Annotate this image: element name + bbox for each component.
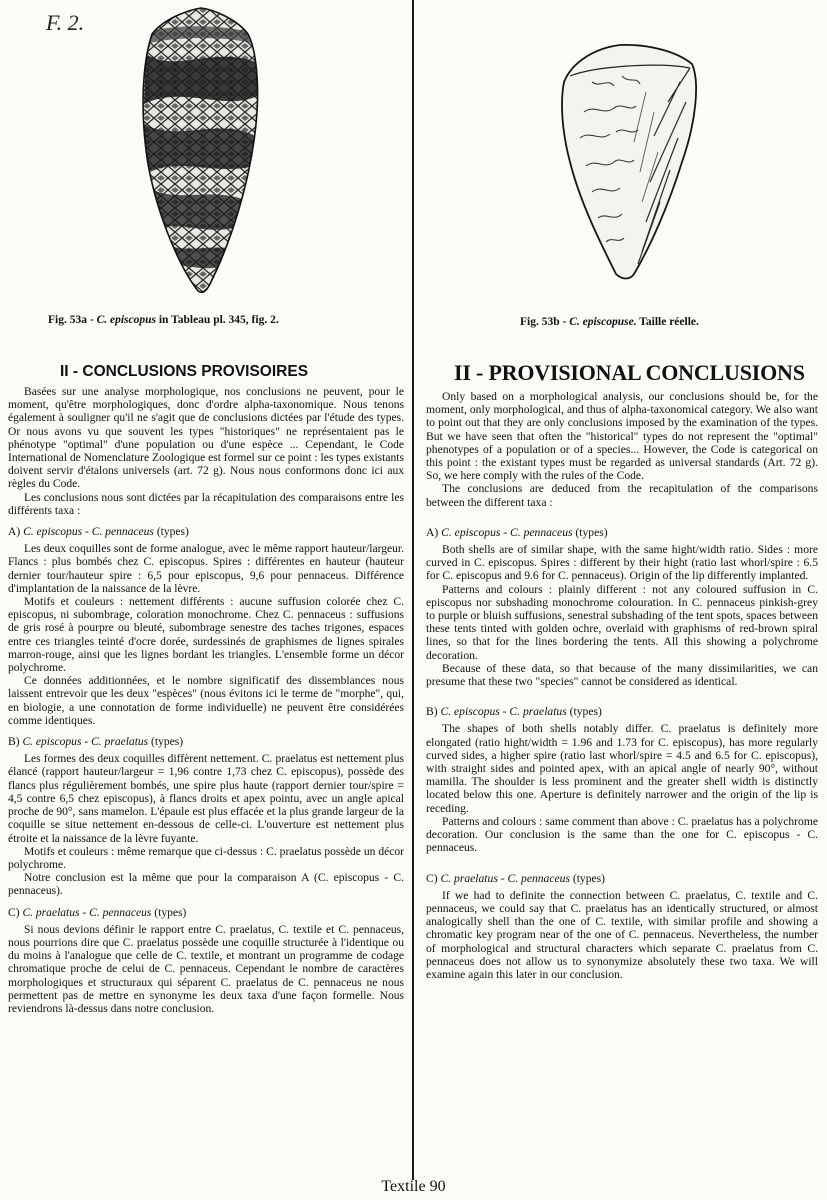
right-column <box>426 0 818 1180</box>
subsection-heading: C) C. praelatus - C. pennaceus (types) <box>8 906 187 919</box>
subsection-heading: C) C. praelatus - C. pennaceus (types) <box>426 871 606 885</box>
section-title-en: II - PROVISIONAL CONCLUSIONS <box>454 360 805 385</box>
body-paragraph: Les deux coquilles sont de forme analogue, avec le même rapport hauteur/largeur. Flancs : plus bombés chez C. episcopus. Spires : différentes en hauteur (hauteur dernier tour/hauteur spire : 6,5 pour episcopus, 9,6 pour pennaceus. Différence d'implantation de la naissance de la lèvre. <box>8 543 404 595</box>
body-paragraph: Patterns and colours : plainly different : not any coloured suffusion in C. episcopus nor subshading monochrome colouration. In C. pennaceus pinkish-grey to purple or bluish suffusions, senestral subshading of the tent spots, spaces between these tents tinted with golden ochre, overlaid with graphisms of red-brown spiral lines, so that for the lines bordering the tents. All this showing a polychrome decoration. <box>426 582 818 662</box>
subsection-heading: B) C. episcopus - C. praelatus (types) <box>8 736 184 749</box>
left-column <box>8 0 404 1180</box>
intro-paragraph: Only based on a morphological analysis, our conclusions should be, for the moment, only morphological, and thus of alpha-taxonomical category. We also want to point out that they are only conclusions imposed by the examination of the types. But we have seen that often the "historical" types do not represent the "optimal" phenotypes of a population or of a species... However, the Code is categorical on this point : the existant types must be regarded as universal standards (Art. 72 g). So, we here comply with the rules of the Code. <box>426 390 818 483</box>
figure-53a-caption <box>48 314 279 326</box>
figure-53b-sketch <box>550 42 710 282</box>
figure-53a-shell <box>126 4 276 294</box>
subsection-heading: A) C. episcopus - C. pennaceus (types) <box>426 525 608 539</box>
intro-paragraph: Les conclusions nous sont dictées par la récapitulation des comparaisons entre les différents taxa : <box>8 491 404 517</box>
caption-prefix: Fig. 53a - <box>48 314 97 326</box>
body-text-fr <box>8 386 404 1016</box>
intro-paragraph: Basées sur une analyse morphologique, nos conclusions ne peuvent, pour le moment, qu'être morphologiques, donc d'ordre alpha-taxonomique. Nous tenons également à souligner qu'il ne s'agit que de conclusions dictées par l'étude des types. Or nous avons vu que souvent les types "historiques" ne représentaient pas le phénotype "optimal" d'une population ou d'une espèce ... Cependant, le Code International de Nomenclature Zoologique est formel sur ce point : les types existants doivent servir d'étalons universels (art. 72 g). Nous nous conformons donc ici aux règles du Code. <box>8 386 404 491</box>
figure-handnote: F. 2. <box>46 10 85 35</box>
caption-suffix: in Tableau pl. 345, fig. 2. <box>155 314 279 326</box>
subsection-heading: B) C. episcopus - C. praelatus (types) <box>426 705 602 719</box>
body-paragraph: Notre conclusion est la même que pour la comparaison A (C. episcopus - C. pennaceus). <box>8 872 404 898</box>
caption-prefix: Fig. 53b - <box>520 316 570 328</box>
body-paragraph: Si nous devions définir le rapport entre C. praelatus, C. textile et C. pennaceus, nous pourrions dire que C. praelatus possède une coquille structurée à l'identique ou du moins à l'analogue que celle de C. textile, et montrant un programme de codage chromatique proche de celui de C. pennaceus. Cependant le nombre de caractères morphologiques et structuraux qui séparent C. praelatus de C. pennaceus ne nous permettent pas de mettre en synonyme les deux taxa d'une façon formelle. Nous reviendrons là-dessus dans notre conclusion. <box>8 923 404 1015</box>
caption-species: C. episcopus <box>96 314 156 326</box>
intro-paragraph: The conclusions are deduced from the recapitulation of the comparisons between the different taxa : <box>426 482 818 509</box>
body-paragraph: Patterns and colours : same comment than above : C. praelatus has a polychrome decoration. Our conclusion is the same than the one for C. episcopus - C. pennaceus. <box>426 814 818 855</box>
body-paragraph: If we had to definite the connection between C. praelatus, C. textile and C. pennaceus, we could say that C. praelatus has an identically structured, or almost analogically shell than the one of C. textile, with similar profile and showing a chromatic key program near of the one of C. pennaceus. Nevertheless, the number of morphological and structural characters which separate C. praelatus from C. pennaceus does not allow us to synonymize absolutely these two taxa. We will examine again this later in our conclusion. <box>426 888 818 981</box>
figure-53b-caption <box>520 316 699 328</box>
body-paragraph: Motifs et couleurs : nettement différents : aucune suffusion colorée chez C. episcopus, ni subombrage, coloration monochrome. Chez C. pennaceus : suffusions de gris rosé à pourpre ou bleuté, subombrage senestre des taches trigones, espaces entre ces triangles teinté d'ocre dorée, surdessinés de graphismes de lignes spirales marron-rouge, ainsi que les lignes bordant les triangles. L'ensemble forme un décor polychrome. <box>8 596 404 675</box>
body-paragraph: The shapes of both shells notably differ. C. praelatus is definitely more elongated (ratio hight/width = 1.96 and 1.73 for C. episcopus), has more regularly curved sides, a higher spire (ratio last whorl/spire = 4.5 and 6.5 for C. episcopus), with straight sides and pointed apex, with an apical angle of nearly 90°, without mamilla. The shoulder is less prominent and the greater shell width is distinctly located below this one. Aperture is definitely narrower and the origin of the lip is receding. <box>426 722 818 815</box>
body-paragraph: Motifs et couleurs : même remarque que ci-dessus : C. praelatus possède un décor polychrome. <box>8 845 404 871</box>
body-paragraph: Because of these data, so that because of the many dissimilarities, we can presume that these two "species" cannot be considered as identical. <box>426 661 818 689</box>
column-divider <box>412 0 414 1180</box>
body-paragraph: Ce données additionnées, et le nombre significatif des dissemblances nous laissent entrevoir que les deux "espèces" (nous évitons ici le terme de "morphe", qui, en biologie, a une connotation de forme individuelle) ne peuvent être considérées comme identiques. <box>8 675 404 727</box>
section-title-fr: II - CONCLUSIONS PROVISOIRES <box>60 363 309 380</box>
body-paragraph: Both shells are of similar shape, with the same hight/width ratio. Sides : more curved in C. episcopus. Spires : different by their hight (ratio last whorl/spire : 6.5 for C. episcopus and 9.6 for C. pennaceus). Origin of the lip differently implanted. <box>426 543 818 583</box>
caption-suffix: Taille réelle. <box>636 316 699 328</box>
subsection-heading: A) C. episcopus - C. pennaceus (types) <box>8 526 189 539</box>
body-text-en <box>426 390 818 981</box>
body-paragraph: Les formes des deux coquilles diffèrent nettement. C. praelatus est nettement plus élancé (rapport hauteur/largeur = 1,96 contre 1,73 chez C. episcopus), possède des flancs plus régulièrement bombés, une spire plus haute (rapport dernier tour/spire = 4,5 contre 6,5 chez episcopus), à flancs droits et apex pointu, avec un angle apical proche de 90°, sans mamelon. L'épaule est plus effacée et la plus grande largeur de la coquille se situe nettement en-dessous de celle-ci. L'ouverture est nettement plus étroite et la naissance de la lèvre fuyante. <box>8 753 404 845</box>
page-number: Textile 90 <box>381 1178 446 1195</box>
caption-species: C. episcopuse. <box>569 316 637 328</box>
